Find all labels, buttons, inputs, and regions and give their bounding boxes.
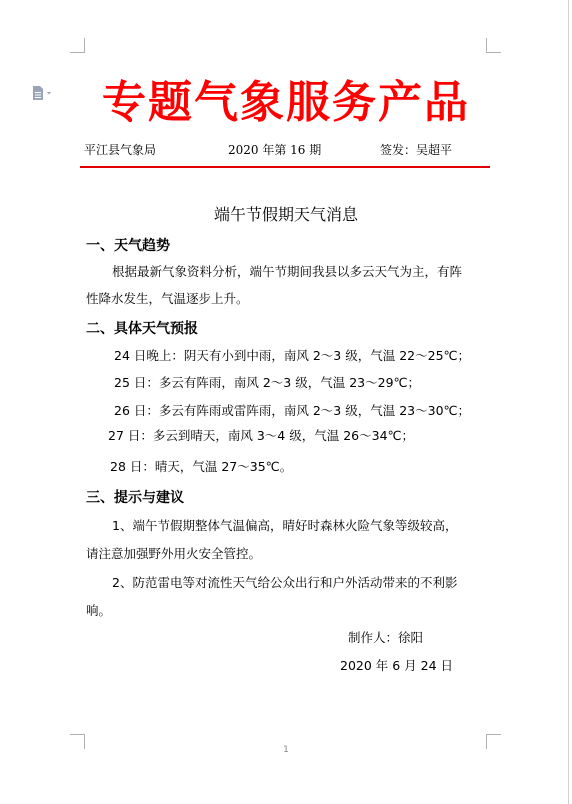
crop-mark-top-left <box>70 38 85 53</box>
product-title: 专题气象服务产品 <box>102 77 470 128</box>
author: 制作人：徐阳 <box>348 630 424 645</box>
tip-2-line2: 响。 <box>86 603 112 618</box>
issue-number: 2020 年第 16 期 <box>228 143 322 157</box>
issue-date: 2020 年 6 月 24 日 <box>340 658 454 673</box>
forecast-item: 25 日：多云有阵雨，南风 2～3 级，气温 23～29℃； <box>114 375 421 390</box>
forecast-item: 24 日晚上：阴天有小到中雨，南风 2～3 级，气温 22～25℃； <box>114 348 471 363</box>
trend-paragraph-line2: 性降水发生，气温逐步上升。 <box>86 291 249 306</box>
forecast-item: 28 日：晴天，气温 27～35℃。 <box>110 459 293 474</box>
signer: 签发：吴超平 <box>380 143 453 157</box>
document-title: 端午节假期天气消息 <box>213 205 358 224</box>
section-heading-trend: 一、天气趋势 <box>86 238 170 254</box>
crop-mark-top-right <box>486 38 501 53</box>
section-heading-tips: 三、提示与建议 <box>86 490 184 506</box>
page-number: 1 <box>283 745 289 755</box>
forecast-item: 27 日：多云到晴天，南风 3～4 级，气温 26～34℃； <box>108 428 415 443</box>
tip-2-line1: 2、防范雷电等对流性天气给公众出行和户外活动带来的不利影 <box>112 575 458 590</box>
forecast-item: 26 日：多云有阵雨或雷阵雨，南风 2～3 级，气温 23～30℃； <box>114 403 471 418</box>
tip-1-line1: 1、端午节假期整体气温偏高，晴好时森林火险气象等级较高， <box>112 518 458 533</box>
agency-name: 平江县气象局 <box>84 143 157 157</box>
header-divider <box>80 166 490 168</box>
trend-paragraph-line1: 根据最新气象资料分析，端午节期间我县以多云天气为主，有阵 <box>112 264 463 279</box>
tip-1-line2: 请注意加强野外用火安全管控。 <box>86 546 262 561</box>
section-heading-forecast: 二、具体天气预报 <box>86 321 198 337</box>
